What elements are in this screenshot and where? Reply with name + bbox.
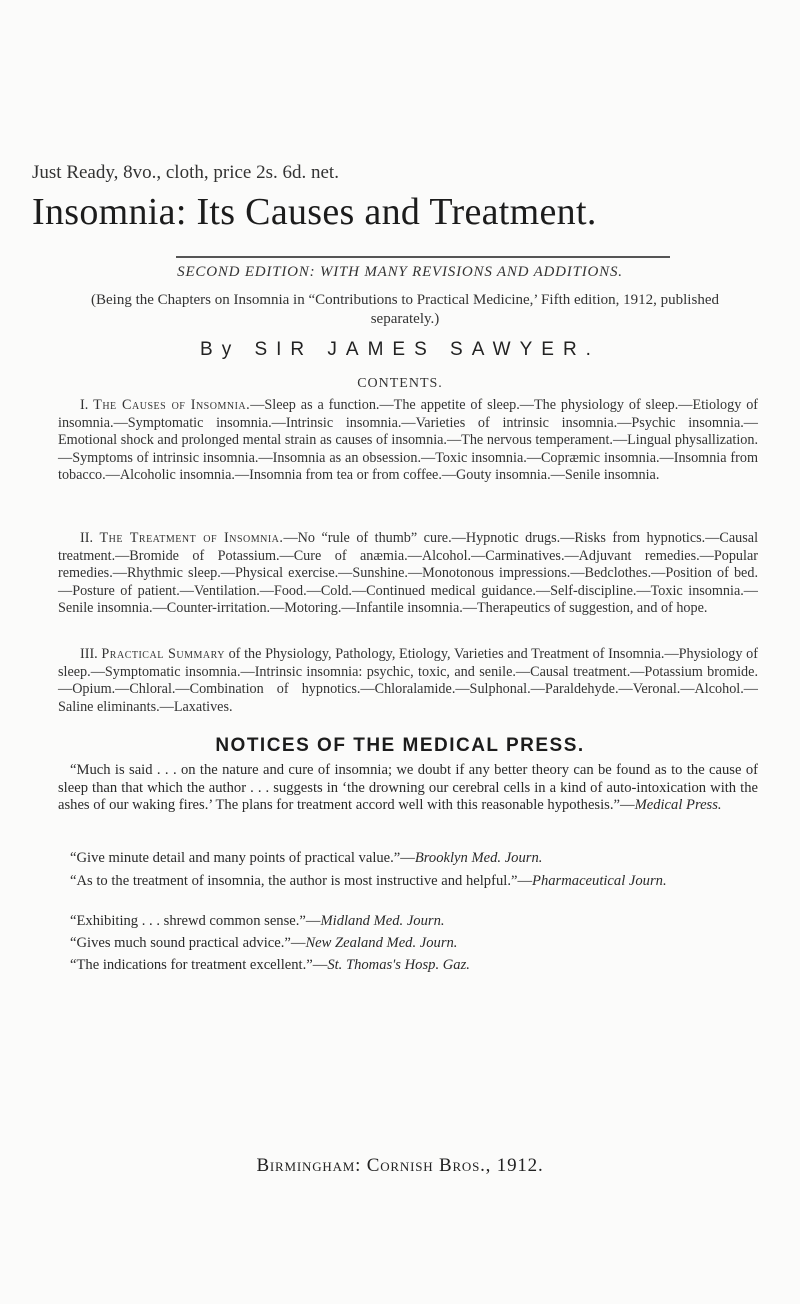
section-heading: The Causes of Insomnia. xyxy=(93,397,251,413)
section-text: —No “rule of thumb” cure.—Hypnotic drugs.—Risks from hypnotics.—Causal treatment.—Bromide of Potassium.—Cure of anæmia.—Alcohol.—Carminatives.—Adjuvant remedies.—Popular remedies.—Rhythmic sleep.—Physical exercise.—Sunshine.—Monotonous impressions.—Bedclothes.—Position of bed.—Posture of patient.—Ventilation.—Food.—Cold.—Continued medical guidance.—Self-discipline.—Toxic insomnia.—Senile insomnia.—Counter-irritation.—Motoring.—Infantile insomnia.—Therapeutics of suggestion, and of hope. xyxy=(58,530,759,616)
notice-source: Brooklyn Med. Journ. xyxy=(414,850,543,866)
contents-heading: CONTENTS. xyxy=(357,376,443,391)
contents-section-3 xyxy=(58,646,758,716)
book-title: Insomnia: Its Causes and Treatment. xyxy=(32,191,597,233)
notice-quote: “Much is said . . . on the nature and cure of insomnia; we doubt if any better theory can be found as to the cause of sleep than that which the author . . . suggests in ‘the drowning our cerebral cells in a kind of auto-intoxication with the ashes of our waking fires.’ The plans for treatment accord well with this reasonable hypothesis.”— xyxy=(58,762,758,813)
being-note: (Being the Chapters on Insomnia in “Contributions to Practical Medicine,’ Fifth edition, 1912, published separately.) xyxy=(91,292,719,327)
press-notice xyxy=(58,913,758,931)
press-notice xyxy=(58,935,758,953)
section-heading: The Treatment of Insomnia. xyxy=(99,530,284,546)
contents-section-2 xyxy=(58,530,758,618)
press-notice xyxy=(58,850,758,868)
notice-source: Midland Med. Journ. xyxy=(320,913,445,929)
edition-note: SECOND EDITION: WITH MANY REVISIONS AND ADDITIONS. xyxy=(177,264,623,280)
notice-source: Pharmaceutical Journ. xyxy=(532,873,667,889)
notice-quote: “The indications for treatment excellent.”— xyxy=(70,957,328,973)
notice-quote: “As to the treatment of insomnia, the author is most instructive and helpful.”— xyxy=(70,873,533,889)
press-notice xyxy=(58,957,758,975)
publisher-imprint: Birmingham: Cornish Bros., 1912. xyxy=(256,1155,544,1176)
notice-source: St. Thomas's Hosp. Gaz. xyxy=(327,957,470,973)
notice-source: New Zealand Med. Journ. xyxy=(305,935,458,951)
notices-heading: NOTICES OF THE MEDICAL PRESS. xyxy=(215,735,585,756)
notice-quote: “Give minute detail and many points of practical value.”— xyxy=(70,850,415,866)
notice-source: Medical Press. xyxy=(634,797,722,813)
section-numeral: I. xyxy=(80,397,89,413)
notice-quote: “Gives much sound practical advice.”— xyxy=(70,935,306,951)
author-byline: By SIR JAMES SAWYER. xyxy=(200,339,600,360)
section-text: —Sleep as a function.—The appetite of sleep.—The physiology of sleep.—Etiology of insomnia.—Symptomatic insomnia.—Intrinsic insomnia.—Varieties of intrinsic insomnia.—Psychic insomnia.—Emotional shock and prolonged mental strain as causes of insomnia.—The nervous temperament.—Lingual physallization.—Symptoms of intrinsic insomnia.—Insomnia as an obsession.—Toxic insomnia.—Copræmic insomnia.—Insomnia from tobacco.—Alcoholic insomnia.—Insomnia from tea or from coffee.—Gouty insomnia.—Senile insomnia. xyxy=(58,397,759,483)
section-numeral: II. xyxy=(80,530,93,546)
press-notice xyxy=(58,873,758,891)
press-notice xyxy=(58,762,758,815)
price-line: Just Ready, 8vo., cloth, price 2s. 6d. net. xyxy=(32,162,339,183)
section-heading: Practical Summary xyxy=(101,646,225,662)
section-text: of the Physiology, Pathology, Etiology, Varieties and Treatment of Insomnia.—Physiology of sleep.—Symptomatic insomnia.—Intrinsic insomnia: psychic, toxic, and senile.—Causal treatment.—Potassium bromide.—Opium.—Chloral.—Combination of hypnotics.—Chloralamide.—Sulphonal.—Paraldehyde.—Veronal.—Alcohol.—Saline eliminants.—Laxatives. xyxy=(58,646,758,715)
section-numeral: III. xyxy=(80,646,98,662)
notice-quote: “Exhibiting . . . shrewd common sense.”— xyxy=(70,913,321,929)
contents-section-1 xyxy=(58,397,758,485)
title-rule xyxy=(176,256,670,258)
